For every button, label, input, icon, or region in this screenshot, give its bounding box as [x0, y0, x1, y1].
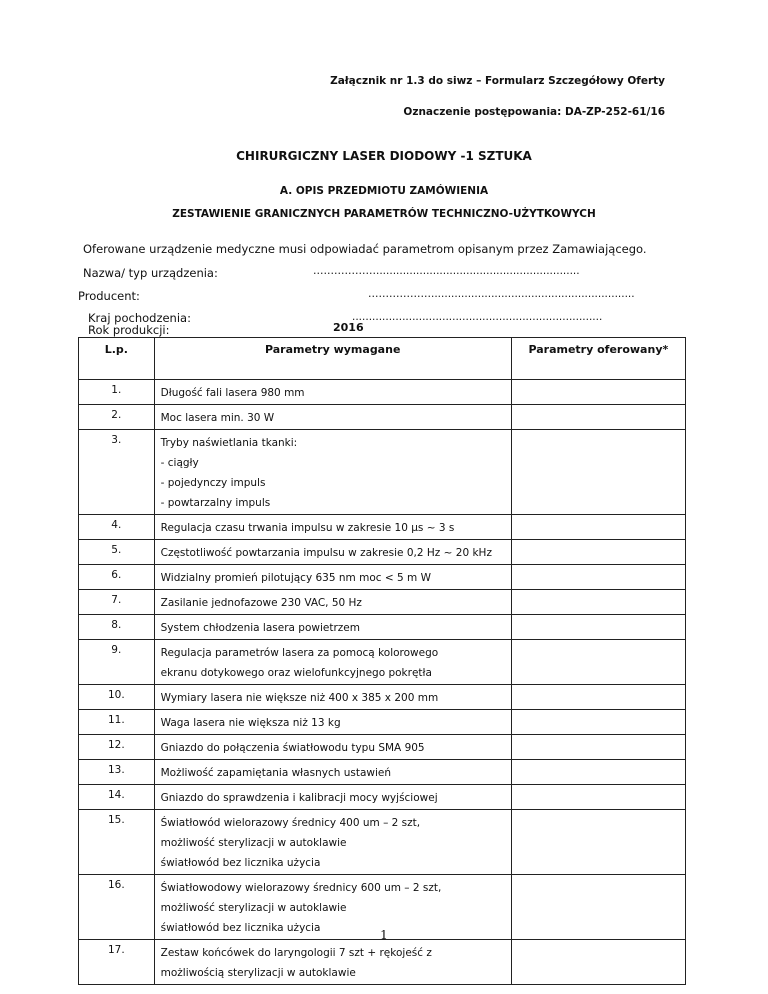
row-parameter — [154, 565, 511, 590]
parameter-line: światłowód bez licznika użycia — [160, 857, 321, 869]
header-lp: L.p. — [79, 338, 155, 380]
country-label: Kraj pochodzenia: — [88, 311, 191, 325]
year-value: 2016 — [333, 321, 364, 334]
row-number: 17. — [79, 940, 155, 985]
parameter-line: Moc lasera min. 30 W — [160, 412, 275, 424]
table-row — [79, 810, 686, 875]
row-number: 3. — [79, 430, 155, 515]
row-parameter — [154, 380, 511, 405]
row-number: 14. — [79, 785, 155, 810]
table-row — [79, 615, 686, 640]
parameter-line: - powtarzalny impuls — [160, 497, 271, 509]
row-offered-value[interactable] — [511, 735, 685, 760]
row-parameter — [154, 760, 511, 785]
table-row — [79, 515, 686, 540]
parameter-line: możliwością sterylizacji w autoklawie — [160, 967, 356, 979]
header-offered: Parametry oferowany* — [511, 338, 685, 380]
row-parameter — [154, 515, 511, 540]
row-parameter — [154, 615, 511, 640]
row-offered-value[interactable] — [511, 430, 685, 515]
row-parameter — [154, 405, 511, 430]
row-offered-value[interactable] — [511, 515, 685, 540]
table-row — [79, 405, 686, 430]
row-offered-value[interactable] — [511, 760, 685, 785]
attachment-header: Załącznik nr 1.3 do siwz – Formularz Szczegółowy Oferty — [330, 75, 665, 87]
row-number: 11. — [79, 710, 155, 735]
row-number: 5. — [79, 540, 155, 565]
row-offered-value[interactable] — [511, 380, 685, 405]
row-number: 9. — [79, 640, 155, 685]
row-parameter — [154, 640, 511, 685]
parameters-table — [78, 337, 686, 985]
row-number: 15. — [79, 810, 155, 875]
parameter-line: Wymiary lasera nie większe niż 400 x 385 x 200 mm — [160, 692, 439, 704]
parameter-line: - ciągły — [160, 457, 199, 469]
parameter-line: możliwość sterylizacji w autoklawie — [160, 902, 347, 914]
row-number: 2. — [79, 405, 155, 430]
table-row — [79, 380, 686, 405]
row-offered-value[interactable] — [511, 590, 685, 615]
row-number: 8. — [79, 615, 155, 640]
parameter-line: Regulacja czasu trwania impulsu w zakresie 10 μs ~ 3 s — [160, 522, 455, 534]
parameter-line: Tryby naświetlania tkanki: — [160, 437, 298, 449]
parameter-line: Światłowód wielorazowy średnicy 400 um – 2 szt, — [160, 817, 421, 829]
row-parameter — [154, 430, 511, 515]
row-parameter — [154, 710, 511, 735]
row-offered-value[interactable] — [511, 405, 685, 430]
row-number: 13. — [79, 760, 155, 785]
page-number: 1 — [380, 928, 388, 942]
parameter-line: Regulacja parametrów lasera za pomocą kolorowego — [160, 647, 439, 659]
table-row — [79, 735, 686, 760]
year-label: Rok produkcji: — [88, 323, 170, 337]
parameter-line: Możliwość zapamiętania własnych ustawień — [160, 767, 391, 779]
procedure-designation: Oznaczenie postępowania: DA-ZP-252-61/16 — [403, 106, 665, 118]
row-offered-value[interactable] — [511, 640, 685, 685]
row-number: 6. — [79, 565, 155, 590]
intro-text: Oferowane urządzenie medyczne musi odpowiadać parametrom opisanym przez Zamawiającego. — [83, 242, 647, 256]
table-row — [79, 710, 686, 735]
row-number: 16. — [79, 875, 155, 940]
country-value: ........................................................................... — [352, 311, 603, 323]
producer-value: ………………............................................................. — [368, 288, 635, 300]
table-row — [79, 540, 686, 565]
row-offered-value[interactable] — [511, 565, 685, 590]
table-row — [79, 565, 686, 590]
section-heading: A. OPIS PRZEDMIOTU ZAMÓWIENIA — [279, 185, 489, 197]
parameter-line: możliwość sterylizacji w autoklawie — [160, 837, 347, 849]
row-parameter — [154, 735, 511, 760]
parameter-line: Długość fali lasera 980 mm — [160, 387, 305, 399]
row-number: 10. — [79, 685, 155, 710]
row-parameter — [154, 785, 511, 810]
parameter-line: Gniazdo do sprawdzenia i kalibracji mocy wyjściowej — [160, 792, 438, 804]
parameter-line: światłowód bez licznika użycia — [160, 922, 321, 934]
parameter-line: Zasilanie jednofazowe 230 VAC, 50 Hz — [160, 597, 362, 609]
section-subheading: ZESTAWIENIE GRANICZNYCH PARAMETRÓW TECHNICZNO-UŻYTKOWYCH — [172, 208, 596, 220]
table-row — [79, 785, 686, 810]
row-number: 7. — [79, 590, 155, 615]
header-required: Parametry wymagane — [154, 338, 511, 380]
table-row — [79, 430, 686, 515]
row-offered-value[interactable] — [511, 540, 685, 565]
parameter-line: Zestaw końcówek do laryngologii 7 szt + rękojeść z — [160, 947, 432, 959]
table-header-row — [79, 338, 686, 380]
device-name-value: ………………............................................................. — [313, 265, 580, 277]
row-number: 12. — [79, 735, 155, 760]
table-row — [79, 640, 686, 685]
row-number: 4. — [79, 515, 155, 540]
parameter-line: Widzialny promień pilotujący 635 nm moc < 5 m W — [160, 572, 431, 584]
producer-label: Producent: — [78, 289, 140, 303]
row-number: 1. — [79, 380, 155, 405]
parameter-line: Światłowodowy wielorazowy średnicy 600 um – 2 szt, — [160, 882, 442, 894]
row-offered-value[interactable] — [511, 685, 685, 710]
parameter-line: - pojedynczy impuls — [160, 477, 266, 489]
row-parameter — [154, 590, 511, 615]
table-row — [79, 685, 686, 710]
row-parameter — [154, 540, 511, 565]
row-offered-value[interactable] — [511, 810, 685, 875]
row-offered-value[interactable] — [511, 940, 685, 985]
row-parameter — [154, 810, 511, 875]
parameter-line: Gniazdo do połączenia światłowodu typu SMA 905 — [160, 742, 425, 754]
table-row — [79, 940, 686, 985]
parameter-line: ekranu dotykowego oraz wielofunkcyjnego pokrętła — [160, 667, 432, 679]
parameter-line: System chłodzenia lasera powietrzem — [160, 622, 360, 634]
device-name-label: Nazwa/ typ urządzenia: — [83, 266, 218, 280]
parameter-line: Częstotliwość powtarzania impulsu w zakresie 0,2 Hz ~ 20 kHz — [160, 547, 492, 559]
parameter-line: Waga lasera nie większa niż 13 kg — [160, 717, 341, 729]
row-parameter — [154, 940, 511, 985]
document-title: CHIRURGICZNY LASER DIODOWY -1 SZTUKA — [236, 149, 532, 163]
table-row — [79, 760, 686, 785]
row-offered-value[interactable] — [511, 615, 685, 640]
row-offered-value[interactable] — [511, 710, 685, 735]
row-offered-value[interactable] — [511, 785, 685, 810]
table-row — [79, 590, 686, 615]
row-parameter — [154, 685, 511, 710]
